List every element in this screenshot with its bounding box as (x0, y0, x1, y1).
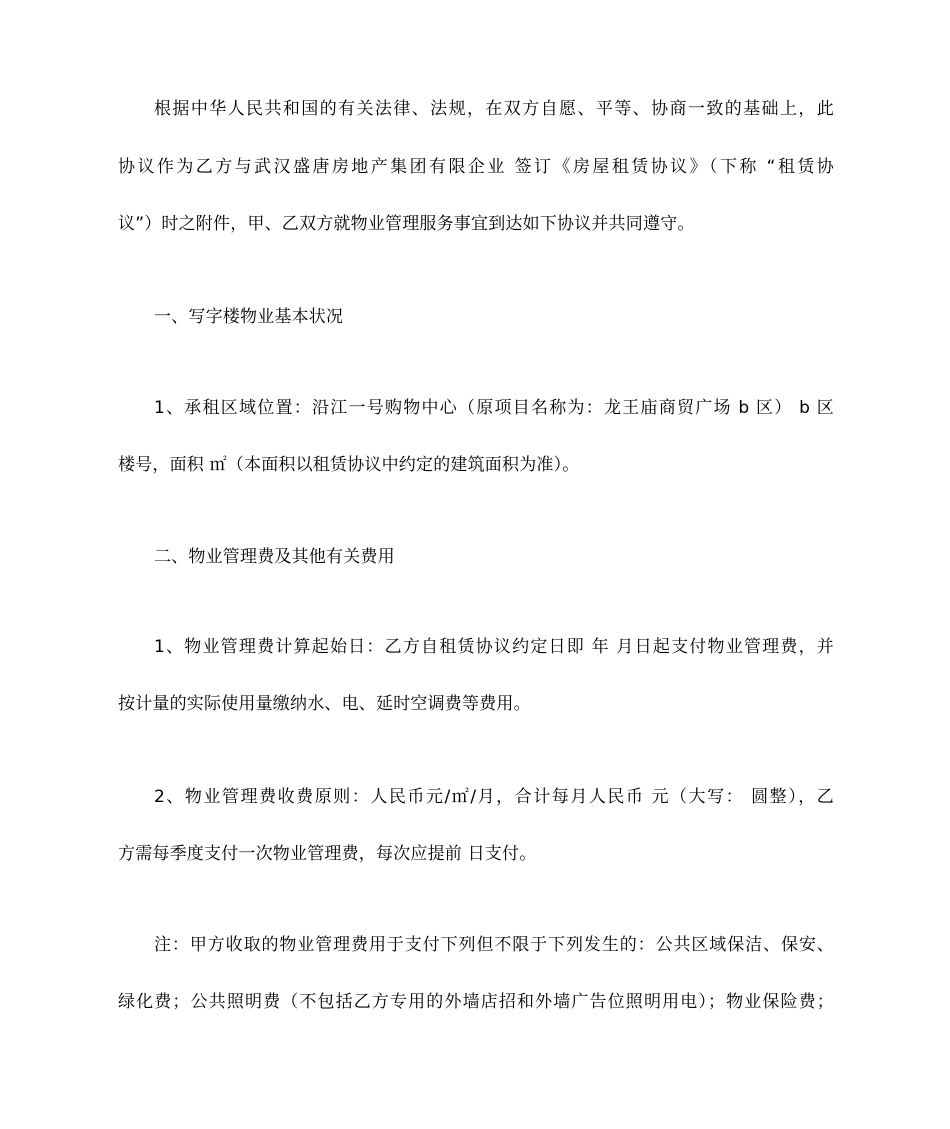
section-2-item-2-line-1: 2、物业管理费收费原则：人民币元/㎡/月，合计每月人民币 元（大写： 圆整），乙 (154, 787, 834, 807)
section-1-heading: 一、写字楼物业基本状况 (154, 307, 344, 327)
note-line-1: 注：甲方收取的物业管理费用于支付下列但不限于下列发生的：公共区域保洁、保安、 (154, 935, 834, 955)
section-1-item-1-line-2: 楼号，面积 ㎡（本面积以租赁协议中约定的建筑面积为准）。 (118, 455, 580, 475)
intro-paragraph-line-1: 根据中华人民共和国的有关法律、法规，在双方自愿、平等、协商一致的基础上，此 (154, 99, 834, 119)
section-2-heading: 二、物业管理费及其他有关费用 (154, 547, 395, 567)
section-1-item-1-line-1: 1、承租区域位置：沿江一号购物中心（原项目名称为：龙王庙商贸广场 b 区） b 区 (154, 398, 834, 418)
intro-paragraph-line-2: 协议作为乙方与武汉盛唐房地产集团有限企业 签订《房屋租赁协议》（下称 “租赁协 (118, 157, 834, 177)
note-line-2: 绿化费；公共照明费（不包括乙方专用的外墙店招和外墙广告位照明用电）；物业保险费； (118, 992, 834, 1012)
section-2-item-1-line-1: 1、物业管理费计算起始日：乙方自租赁协议约定日即 年 月日起支付物业管理费，并 (154, 637, 834, 657)
section-2-item-2-line-2: 方需每季度支付一次物业管理费，每次应提前 日支付。 (118, 844, 537, 864)
intro-paragraph-line-3: 议”）时之附件，甲、乙双方就物业管理服务事宜到达如下协议并共同遵守。 (118, 214, 695, 234)
section-2-item-1-line-2: 按计量的实际使用量缴纳水、电、延时空调费等费用。 (118, 694, 531, 714)
